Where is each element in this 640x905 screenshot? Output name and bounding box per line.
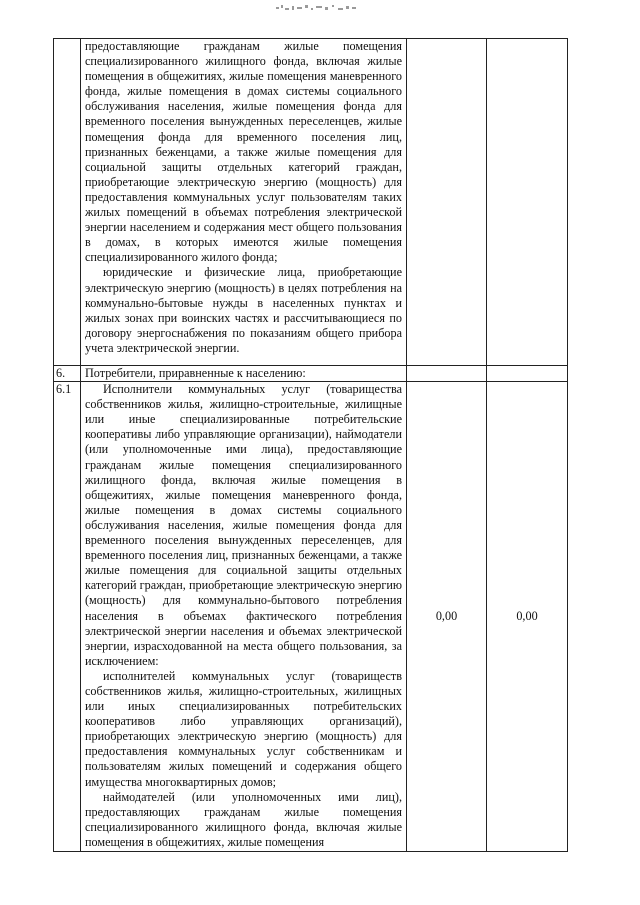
value-cell <box>487 366 568 382</box>
row-description-cell <box>81 382 407 852</box>
value-cell <box>407 39 487 366</box>
row-number-cell <box>54 39 81 366</box>
table-row-continuation <box>54 39 568 366</box>
tariff-table <box>53 38 568 852</box>
description-paragraph: исполнителей коммунальных услуг (товариществ собственников жилья, жилищно-строительных, жилищных или иных специализированных потребительских кооперативов либо управляющих организаций), приобретающих электрическую энергию (мощность) для предоставления коммунальных услуг собственникам и пользователям жилых помещений и содержания общего имущества многоквартирных домов; <box>85 668 402 789</box>
value-cell <box>487 39 568 366</box>
row-number-cell: 6. <box>54 366 81 382</box>
value-cell <box>407 366 487 382</box>
page-header-scan-mark <box>272 2 362 16</box>
row-number-cell: 6.1 <box>54 382 81 852</box>
description-paragraph: юридические и физические лица, приобретающие электрическую энергию (мощность) в целях потребления на коммунально-бытовые нужды в населенных пунктах и жилых зонах при воинских частях и рассчитывающиеся по договору энергоснабжения по показаниям общего прибора учета электрической энергии. <box>85 265 402 355</box>
row-description-cell <box>81 39 407 366</box>
description-paragraph: Исполнители коммунальных услуг (товарищества собственников жилья, жилищно-строительные, жилищные или иные специализированные потребительские кооперативы либо управляющие организации), наймодатели (или уполномоченные ими лица), предоставляющие гражданам жилые помещения специализированного жилищного фонда, включая жилые помещения в общежитиях, жилые помещения маневренного фонда, жилые помещения в домах системы социального обслуживания населения, жилые помещения фонда для временного поселения вынужденных переселенцев, для временного поселения лиц, признанных беженцами, а также жилые помещения для социальной защиты отдельных категорий граждан, приобретающие электрическую энергию (мощность) для коммунально-бытового потребления населения в объемах фактического потребления электрической энергии населения и объемах электрической энергии, израсходованной на места общего пользования, за исключением: <box>85 382 402 668</box>
description-paragraph: наймодателей (или уполномоченных ими лиц), предоставляющих гражданам жилые помещения специализированного жилищного фонда, включая жилые помещения в общежитиях, жилые помещения <box>85 789 402 849</box>
description-paragraph: предоставляющие гражданам жилые помещения специализированного жилищного фонда, включая жилые помещения в общежитиях, жилые помещения маневренного фонда, жилые помещения в домах системы социального обслуживания населения, жилые помещения фонда для временного поселения вынужденных переселенцев, жилые помещения фонда для временного поселения лиц, признанных беженцами, а также жилые помещения для социальной защиты отдельных категорий граждан, приобретающие электрическую энергию (мощность) для предоставления коммунальных услуг пользователям таких жилых помещений в объемах потребления электрической энергии населением и содержания мест общего пользования в домах, в которых имеются жилые помещения специализированного жилого фонда; <box>85 39 402 265</box>
tariff-value-cell: 0,00 <box>407 382 487 852</box>
table-row-6 <box>54 366 568 382</box>
table-row-6-1 <box>54 382 568 852</box>
tariff-value-cell: 0,00 <box>487 382 568 852</box>
section-heading: Потребители, приравненные к населению: <box>85 366 306 380</box>
row-description-cell <box>81 366 407 382</box>
